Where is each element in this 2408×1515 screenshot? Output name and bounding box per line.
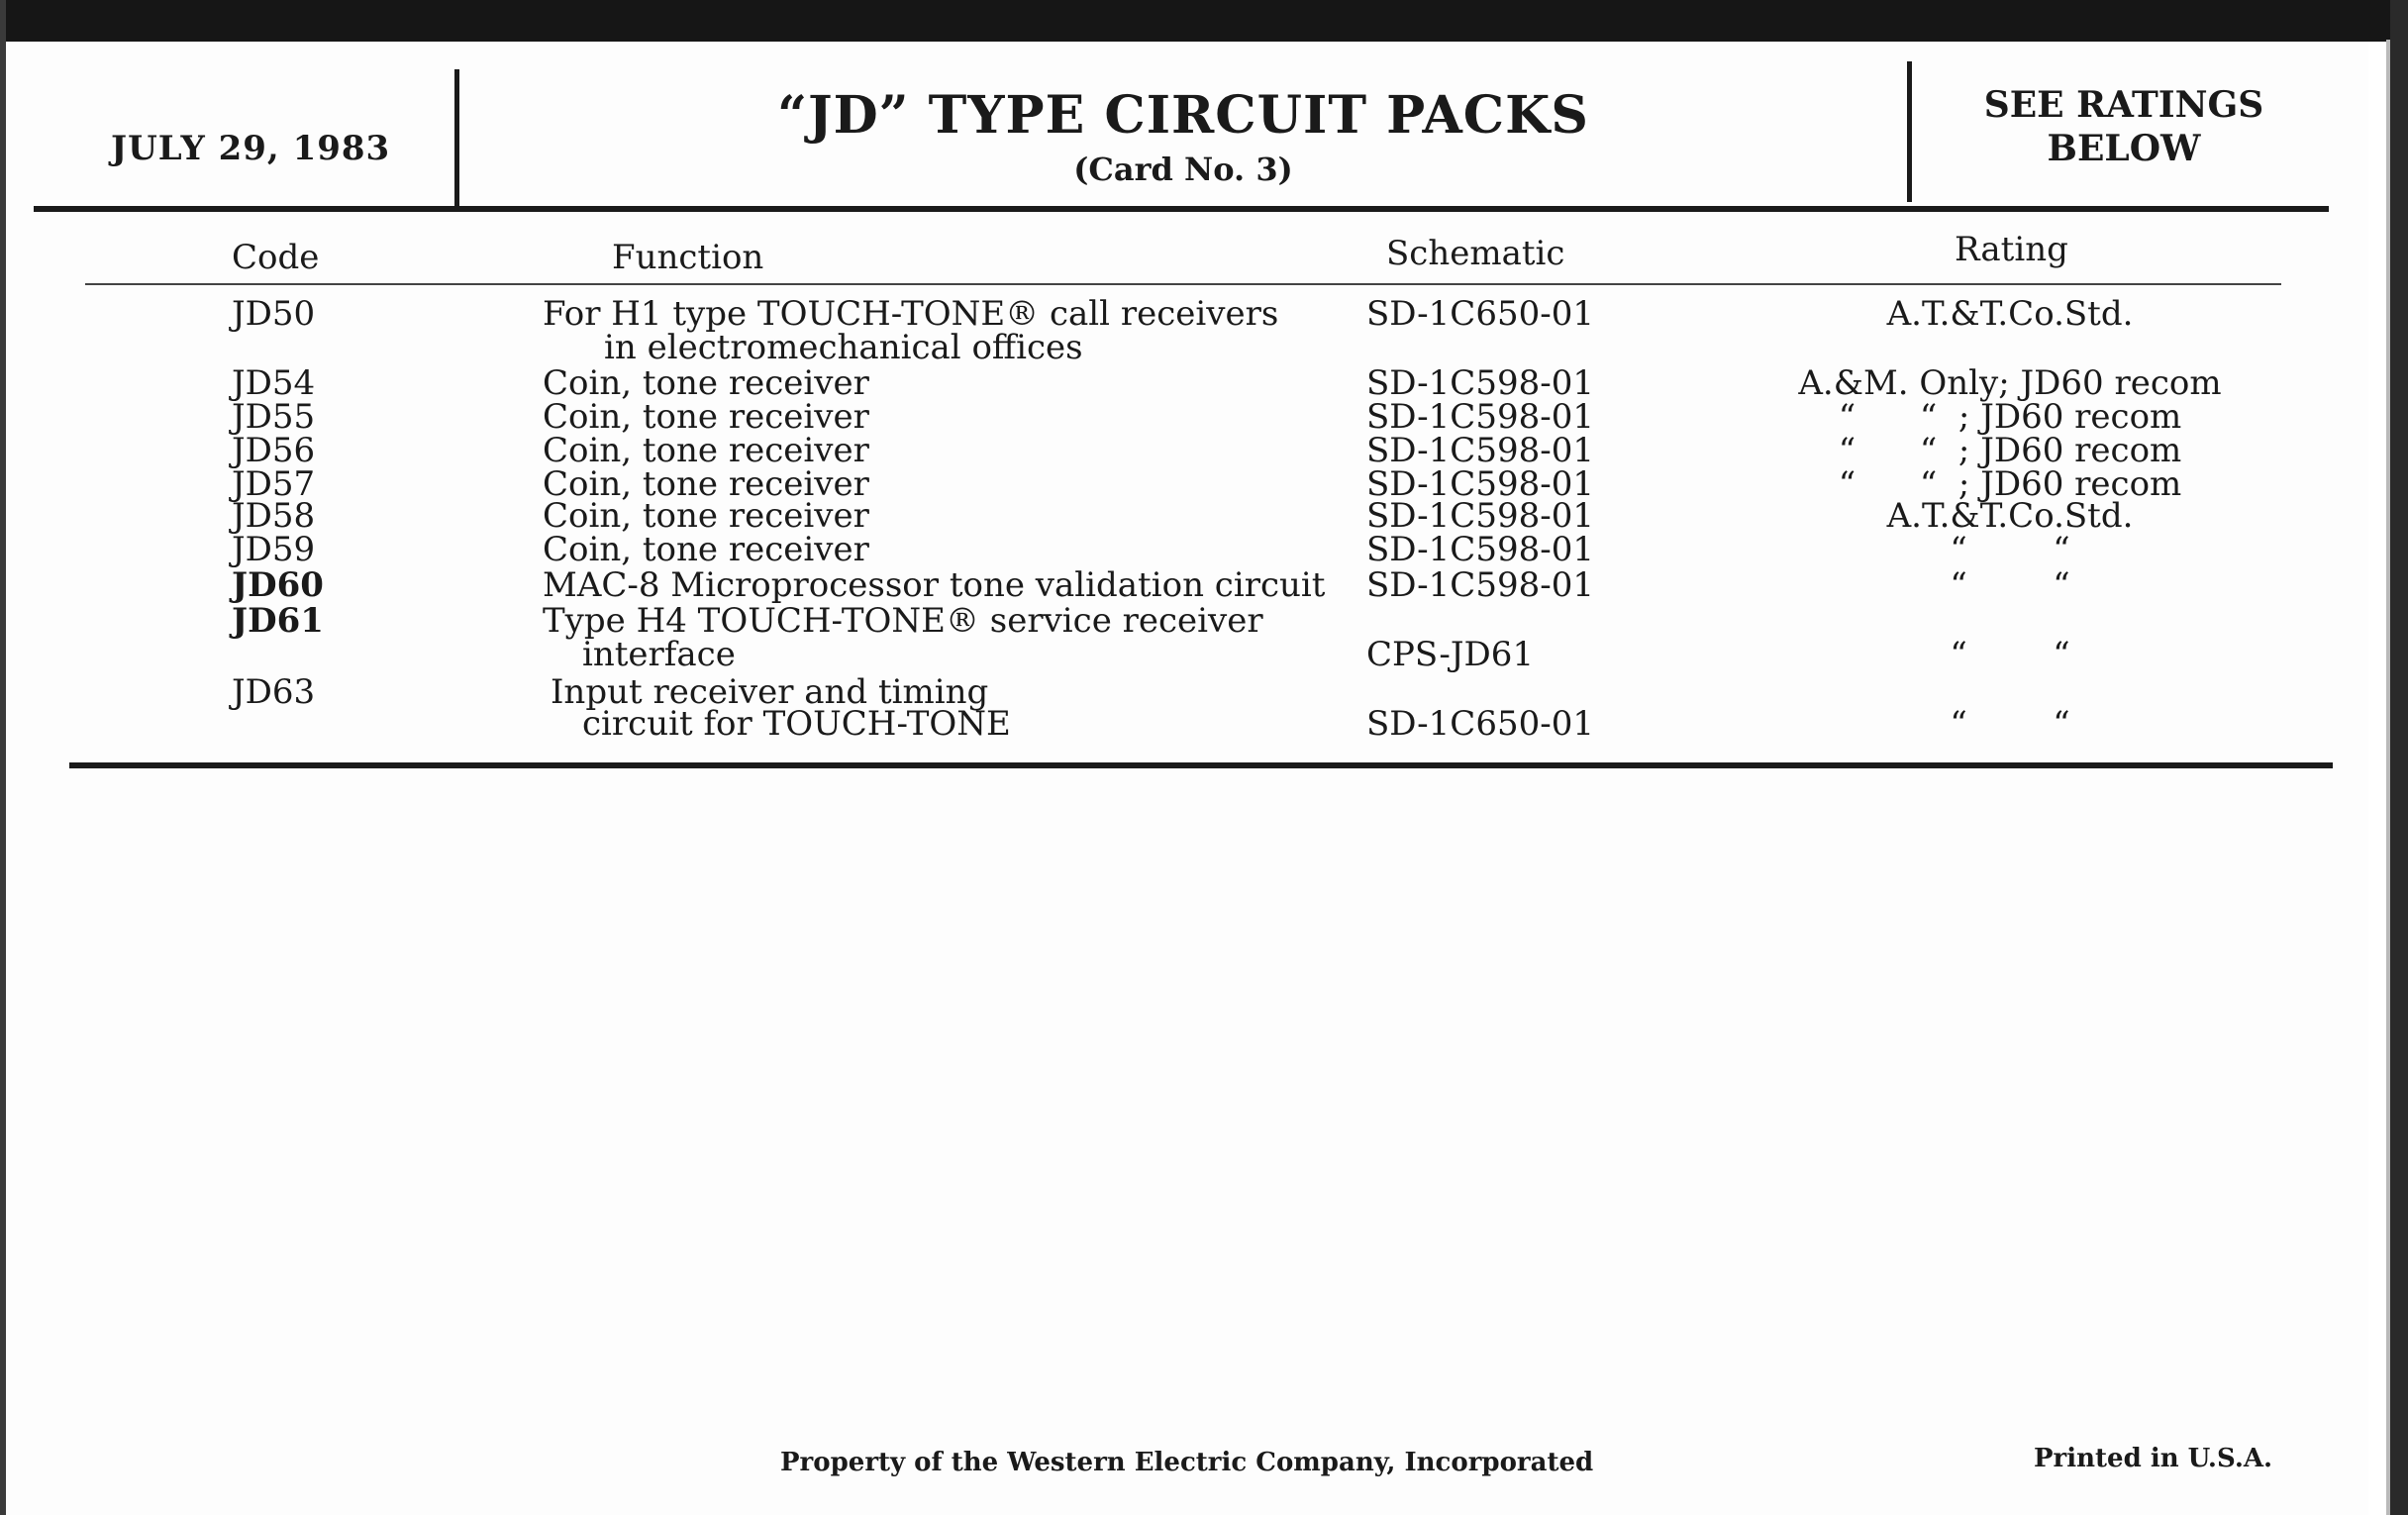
column-header-rule [85,283,2281,285]
header-rule [34,206,2329,212]
card-subtitle: (Card No. 3) [1073,151,1293,188]
rating-note [1911,83,2337,170]
column-header-function: Function [612,238,764,277]
row-rating: “ “ [1950,635,2070,674]
scan-right-shadow [2386,40,2390,1515]
row-function: Coin, tone receiver [543,431,869,470]
row-function-line2: in electromechanical offices [604,328,1083,367]
row-schematic: SD-1C598-01 [1366,565,1594,605]
row-schematic: SD-1C598-01 [1366,530,1594,569]
row-function-line2: circuit for TOUCH-TONE [582,704,1011,744]
row-schematic: SD-1C598-01 [1366,363,1594,403]
row-rating: A.&M. Only; JD60 recom [1798,363,2222,403]
rating-note-line1: SEE RATINGS [1983,84,2264,126]
footer-ownership: Property of the Western Electric Company, Incorporated [780,1448,1594,1477]
row-rating: “ “ ; JD60 recom [1838,431,2182,470]
row-code: JD54 [232,363,316,403]
row-function: Coin, tone receiver [543,464,869,504]
card-date: JULY 29, 1983 [111,129,391,168]
row-rating: “ “ [1950,704,2070,744]
row-code: JD50 [232,294,316,334]
scan-right-border [2390,0,2408,1515]
row-function-line2: interface [582,635,736,674]
row-rating: “ “ [1950,565,2070,605]
row-rating: “ “ ; JD60 recom [1838,397,2182,437]
rating-note-line2: BELOW [2047,128,2201,169]
row-function: Coin, tone receiver [543,496,869,536]
row-code: JD63 [232,672,316,712]
row-code: JD61 [232,601,324,641]
row-code: JD58 [232,496,316,536]
column-header-code: Code [232,238,320,277]
row-function: MAC-8 Microprocessor tone validation circuit [543,565,1326,605]
row-schematic: SD-1C598-01 [1366,397,1594,437]
row-function: For H1 type TOUCH-TONE® call receivers [543,294,1279,334]
row-rating: A.T.&T.Co.Std. [1886,294,2134,334]
row-function: Input receiver and timing [551,672,989,712]
row-rating: “ “ [1950,530,2070,569]
footer-printed: Printed in U.S.A. [2034,1444,2273,1473]
row-schematic: CPS-JD61 [1366,635,1535,674]
row-function: Coin, tone receiver [543,363,869,403]
row-schematic: SD-1C598-01 [1366,464,1594,504]
row-code: JD57 [232,464,316,504]
row-function: Type H4 TOUCH-TONE® service receiver [543,601,1263,641]
column-header-rating: Rating [1955,230,2068,269]
row-code: JD59 [232,530,316,569]
row-schematic: SD-1C598-01 [1366,496,1594,536]
row-rating: “ “ ; JD60 recom [1838,464,2182,504]
row-code: JD55 [232,397,316,437]
scan-top-border [0,0,2408,42]
row-function: Coin, tone receiver [543,530,869,569]
row-code: JD60 [232,565,324,605]
row-schematic: SD-1C598-01 [1366,431,1594,470]
row-function: Coin, tone receiver [543,397,869,437]
card-title: “JD” TYPE CIRCUIT PACKS [777,85,1589,146]
row-schematic: SD-1C650-01 [1366,294,1594,334]
row-code: JD56 [232,431,316,470]
column-header-schematic: Schematic [1386,234,1565,273]
table-bottom-rule [69,762,2333,768]
row-rating: A.T.&T.Co.Std. [1886,496,2134,536]
row-schematic: SD-1C650-01 [1366,704,1594,744]
